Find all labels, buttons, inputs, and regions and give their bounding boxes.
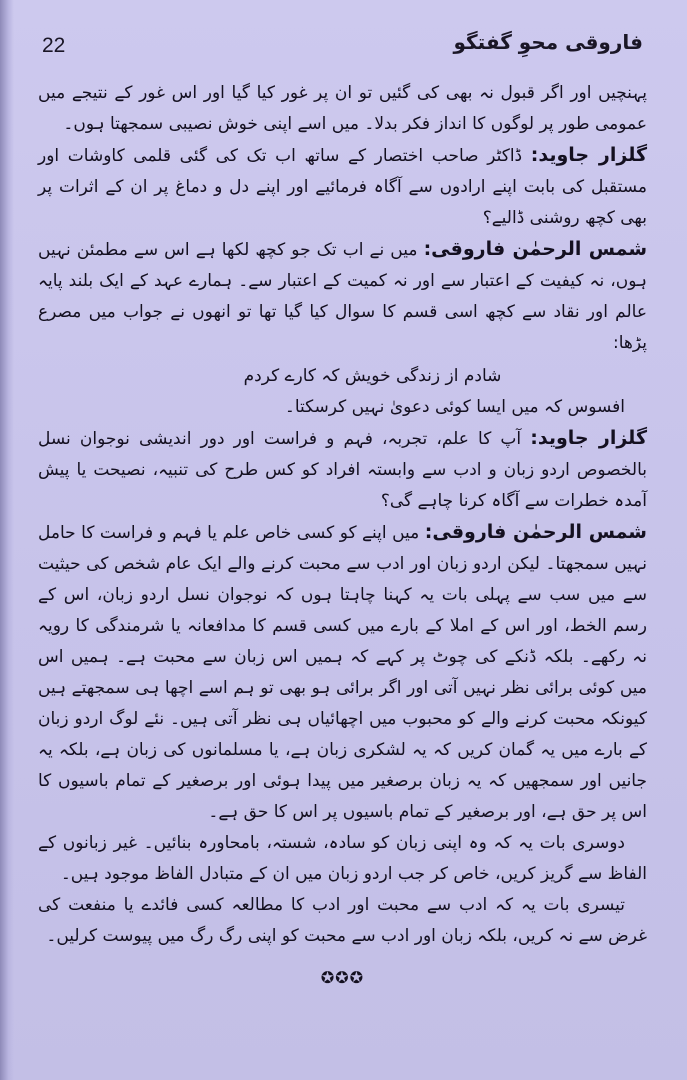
paragraph-4 [38, 423, 647, 517]
body-text [38, 78, 647, 993]
paragraph-3 [38, 234, 647, 359]
paragraph-text: میں اپنے کو کسی خاص علم یا فہم و فراست کا حامل نہیں سمجھتا۔ لیکن اردو زبان اور ادب سے محبت کرنے والے ایک عام شخص کی حیثیت سے میں سب سے پہلی بات یہ کہنا چاہتا ہوں کہ نوجوان نسل اردو زبان، اس کے رسم الخط، اور اس کے املا کے بارے میں کسی قسم کا مدافعانہ یا شرمندگی کا رویہ نہ رکھے۔ بلکہ ڈنکے کی چوٹ پر کہے کہ ہمیں اس زبان سے محبت ہے۔ ہمیں اس میں کوئی برائی نظر نہیں آتی اور اگر برائی ہو بھی تو ہم اسے اچھا ہی سمجھتے ہیں کیونکہ محبت کرنے والے کو محبوب میں اچھائیاں ہی نظر آتی ہیں۔ نئے لوگ اردو زبان کے بارے میں یہ گمان کریں کہ یہ لشکری زبان ہے، یا مسلمانوں کی زبان ہے، بلکہ یہ جانیں اور سمجھیں کہ یہ زبان برصغیر میں پیدا ہوئی اور برصغیر کے تمام باسیوں کا اس پر حق ہے، اور برصغیر کے تمام باسیوں پر اس کا حق ہے۔ [38, 523, 647, 822]
speaker-label: شمس الرحمٰن فاروقی: [423, 238, 648, 260]
speaker-label: گلزار جاوید: [530, 144, 648, 166]
paragraph-text: آپ کا علم، تجربہ، فہم و فراست اور دور اندیشی نوجوان نسل بالخصوص اردو زبان و ادب سے وابستہ افراد کو کس طرح کی تنبیہ، نصیحت یا پیش آمدہ خطرات سے آگاہ کرنا چاہے گی؟ [38, 429, 647, 511]
paragraph-text: میں نے اب تک جو کچھ لکھا ہے اس سے مطمئن نہیں ہوں، نہ کیفیت کے اعتبار سے اور نہ کمیت کے اعتبار سے۔ ہمارے عہد کے ایک بلند پایہ عالم اور نقاد سے کچھ اسی قسم کا سوال کیا گیا تھا تو انھوں نے جواب میں مصرع پڑھا: [38, 240, 647, 353]
paragraph-2 [38, 140, 647, 234]
paragraph-1 [38, 78, 647, 140]
after-verse-line: افسوس کہ میں ایسا کوئی دعویٰ نہیں کرسکتا۔ [284, 397, 625, 417]
speaker-label: گلزار جاوید: [530, 427, 647, 449]
section-end-ornament: ✪✪✪ [320, 968, 365, 987]
paragraph-text: ڈاکٹر صاحب اختصار کے ساتھ اب تک کی گئی قلمی کاوشات اور مستقبل کی بابت اپنے ارادوں سے آگاہ فرمائیے اور اپنے دل و دماغ پر ان کے اثرات پر بھی کچھ روشنی ڈالیے؟ [38, 146, 647, 228]
running-title: فاروقی محوِ گفتگو [453, 30, 643, 54]
paragraph-5 [38, 517, 647, 828]
speaker-label: شمس الرحمٰن فاروقی: [424, 521, 647, 543]
page-edge-shadow [0, 0, 14, 1080]
persian-verse: شادم از زندگی خویش کہ کارے کردم [243, 366, 502, 386]
page-number: 22 [42, 34, 66, 57]
paragraph-7: تیسری بات یہ کہ ادب سے محبت اور ادب کا مطالعہ کسی فائدے یا منفعت کی غرض سے نہ کریں، بلکہ زبان اور ادب سے محبت کو اپنی رگ رگ میں پیوست کرلیں۔ [38, 895, 647, 946]
paragraph-text: پہنچیں اور اگر قبول نہ بھی کی گئیں تو ان پر غور کیا گیا اور اس غور کے نتیجے میں عمومی طور پر لوگوں کا انداز فکر بدلا۔ میں اسے اپنی خوش نصیبی سمجھتا ہوں۔ [38, 83, 647, 134]
paragraph-6: دوسری بات یہ کہ وہ اپنی زبان کو سادہ، شستہ، بامحاورہ بنائیں۔ غیر زبانوں کے الفاظ سے گریز کریں، خاص کر جب اردو زبان میں ان کے متبادل الفاظ موجود ہیں۔ [38, 833, 647, 884]
